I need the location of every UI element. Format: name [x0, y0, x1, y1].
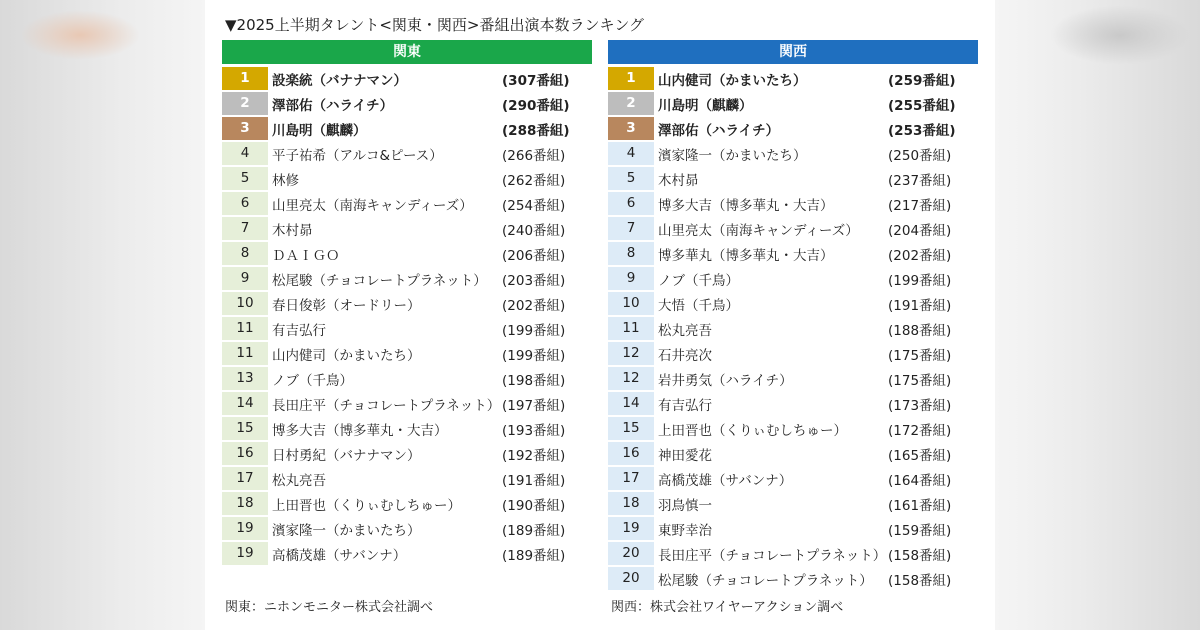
talent-name: 林修 — [272, 172, 299, 189]
program-count: (175番組) — [888, 347, 952, 364]
rank-cell: 10 — [222, 292, 268, 315]
ranking-row — [222, 541, 592, 566]
rank-cell: 9 — [608, 267, 654, 290]
rank-cell: 12 — [608, 342, 654, 365]
kanto-panel — [222, 40, 592, 566]
kansai-header: 関西 — [608, 40, 978, 64]
talent-name: 濱家隆一（かまいたち） — [658, 147, 807, 164]
ranking-row — [608, 366, 978, 391]
ranking-row — [222, 416, 592, 441]
program-count: (237番組) — [888, 172, 952, 189]
ranking-row — [222, 116, 592, 141]
program-count: (192番組) — [502, 447, 566, 464]
talent-name: 濱家隆一（かまいたち） — [272, 522, 421, 539]
program-count: (197番組) — [502, 397, 566, 414]
rank-cell: 6 — [222, 192, 268, 215]
program-count: (158番組) — [888, 547, 952, 564]
rank-cell: 3 — [222, 117, 268, 140]
program-count: (307番組) — [502, 72, 570, 89]
ranking-row — [608, 216, 978, 241]
rank-cell: 14 — [222, 392, 268, 415]
talent-name: 澤部佑（ハライチ） — [272, 97, 394, 114]
ranking-row — [222, 441, 592, 466]
talent-name: 松丸亮吾 — [272, 472, 326, 489]
talent-name: 山内健司（かまいたち） — [272, 347, 421, 364]
talent-name: 有吉弘行 — [658, 397, 712, 414]
program-count: (204番組) — [888, 222, 952, 239]
talent-name: 博多華丸（博多華丸・大吉） — [658, 247, 834, 264]
talent-name: 木村昴 — [658, 172, 699, 189]
program-count: (199番組) — [502, 322, 566, 339]
rank-cell: 17 — [608, 467, 654, 490]
rank-cell: 2 — [608, 92, 654, 115]
program-count: (175番組) — [888, 372, 952, 389]
talent-name: 川島明（麒麟） — [272, 122, 367, 139]
rank-cell: 13 — [222, 367, 268, 390]
rank-cell: 5 — [222, 167, 268, 190]
rank-cell: 18 — [608, 492, 654, 515]
program-count: (288番組) — [502, 122, 570, 139]
blurred-decoration — [1050, 5, 1190, 65]
rank-cell: 18 — [222, 492, 268, 515]
program-count: (173番組) — [888, 397, 952, 414]
program-count: (189番組) — [502, 522, 566, 539]
program-count: (203番組) — [502, 272, 566, 289]
program-count: (202番組) — [888, 247, 952, 264]
rank-cell: 1 — [608, 67, 654, 90]
program-count: (199番組) — [502, 347, 566, 364]
rank-cell: 16 — [222, 442, 268, 465]
program-count: (165番組) — [888, 447, 952, 464]
ranking-row — [222, 241, 592, 266]
rank-cell: 20 — [608, 567, 654, 590]
program-count: (159番組) — [888, 522, 952, 539]
page-title: ▼2025上半期タレント<関東・関西>番組出演本数ランキング — [225, 16, 645, 34]
ranking-row — [608, 391, 978, 416]
ranking-row — [608, 241, 978, 266]
blurred-background-right — [995, 0, 1200, 630]
talent-name: 東野幸治 — [658, 522, 712, 539]
rank-cell: 10 — [608, 292, 654, 315]
talent-name: 山里亮太（南海キャンディーズ） — [272, 197, 473, 214]
kanto-source-note: 関東：ニホンモニター株式会社調べ — [225, 600, 434, 615]
rank-cell: 3 — [608, 117, 654, 140]
rank-cell: 14 — [608, 392, 654, 415]
rank-cell: 4 — [608, 142, 654, 165]
program-count: (206番組) — [502, 247, 566, 264]
rank-cell: 6 — [608, 192, 654, 215]
talent-name: 川島明（麒麟） — [658, 97, 753, 114]
ranking-row — [608, 516, 978, 541]
ranking-row — [608, 116, 978, 141]
talent-name: 澤部佑（ハライチ） — [658, 122, 780, 139]
ranking-row — [222, 166, 592, 191]
ranking-row — [222, 216, 592, 241]
rank-cell: 7 — [222, 217, 268, 240]
talent-name: 石井亮次 — [658, 347, 712, 364]
talent-name: 山内健司（かまいたち） — [658, 72, 807, 89]
program-count: (189番組) — [502, 547, 566, 564]
ranking-row — [608, 341, 978, 366]
rank-cell: 19 — [222, 517, 268, 540]
rank-cell: 1 — [222, 67, 268, 90]
ranking-row — [222, 291, 592, 316]
talent-name: ＤＡＩＧＯ — [272, 247, 340, 264]
blurred-decoration — [20, 10, 140, 60]
ranking-row — [608, 66, 978, 91]
talent-name: 松尾駿（チョコレートプラネット） — [658, 572, 873, 589]
ranking-row — [608, 191, 978, 216]
rank-cell: 8 — [222, 242, 268, 265]
talent-name: 上田晋也（くりぃむしちゅー） — [658, 422, 847, 439]
program-count: (254番組) — [502, 197, 566, 214]
ranking-row — [222, 466, 592, 491]
program-count: (188番組) — [888, 322, 952, 339]
talent-name: 長田庄平（チョコレートプラネット） — [272, 397, 501, 414]
ranking-row — [608, 266, 978, 291]
talent-name: ノブ（千鳥） — [658, 272, 739, 289]
talent-name: 平子祐希（アルコ&ピース） — [272, 147, 443, 164]
talent-name: 山里亮太（南海キャンディーズ） — [658, 222, 859, 239]
ranking-row — [222, 191, 592, 216]
rank-cell: 4 — [222, 142, 268, 165]
talent-name: 岩井勇気（ハライチ） — [658, 372, 793, 389]
rank-cell: 20 — [608, 542, 654, 565]
rank-cell: 2 — [222, 92, 268, 115]
blurred-background-left — [0, 0, 205, 630]
kansai-ranking-list — [608, 66, 978, 591]
program-count: (259番組) — [888, 72, 956, 89]
ranking-row — [222, 491, 592, 516]
program-count: (190番組) — [502, 497, 566, 514]
ranking-row — [608, 291, 978, 316]
ranking-row — [222, 266, 592, 291]
talent-name: 高橋茂雄（サバンナ） — [272, 547, 407, 564]
talent-name: 春日俊彰（オードリー） — [272, 297, 421, 314]
ranking-row — [608, 441, 978, 466]
talent-name: 木村昴 — [272, 222, 313, 239]
program-count: (253番組) — [888, 122, 956, 139]
program-count: (262番組) — [502, 172, 566, 189]
program-count: (193番組) — [502, 422, 566, 439]
ranking-row — [608, 466, 978, 491]
ranking-row — [608, 541, 978, 566]
ranking-row — [222, 391, 592, 416]
ranking-row — [608, 491, 978, 516]
program-count: (198番組) — [502, 372, 566, 389]
ranking-row — [222, 141, 592, 166]
talent-name: 日村勇紀（バナナマン） — [272, 447, 421, 464]
rank-cell: 11 — [608, 317, 654, 340]
ranking-row — [608, 316, 978, 341]
ranking-row — [608, 141, 978, 166]
rank-cell: 19 — [608, 517, 654, 540]
program-count: (202番組) — [502, 297, 566, 314]
talent-name: 博多大吉（博多華丸・大吉） — [272, 422, 448, 439]
program-count: (191番組) — [888, 297, 952, 314]
rank-cell: 15 — [222, 417, 268, 440]
kanto-header: 関東 — [222, 40, 592, 64]
kansai-source-note: 関西：株式会社ワイヤーアクション調べ — [611, 600, 844, 615]
talent-name: ノブ（千鳥） — [272, 372, 353, 389]
program-count: (250番組) — [888, 147, 952, 164]
talent-name: 高橋茂雄（サバンナ） — [658, 472, 793, 489]
program-count: (158番組) — [888, 572, 952, 589]
program-count: (266番組) — [502, 147, 566, 164]
program-count: (161番組) — [888, 497, 952, 514]
program-count: (164番組) — [888, 472, 952, 489]
rank-cell: 11 — [222, 317, 268, 340]
program-count: (240番組) — [502, 222, 566, 239]
rank-cell: 11 — [222, 342, 268, 365]
rank-cell: 9 — [222, 267, 268, 290]
talent-name: 松丸亮吾 — [658, 322, 712, 339]
rank-cell: 8 — [608, 242, 654, 265]
rank-cell: 12 — [608, 367, 654, 390]
talent-name: 長田庄平（チョコレートプラネット） — [658, 547, 887, 564]
ranking-row — [608, 416, 978, 441]
rank-cell: 19 — [222, 542, 268, 565]
ranking-row — [222, 316, 592, 341]
rank-cell: 7 — [608, 217, 654, 240]
program-count: (199番組) — [888, 272, 952, 289]
talent-name: 上田晋也（くりぃむしちゅー） — [272, 497, 461, 514]
talent-name: 大悟（千鳥） — [658, 297, 739, 314]
rank-cell: 5 — [608, 167, 654, 190]
ranking-row — [608, 566, 978, 591]
talent-name: 松尾駿（チョコレートプラネット） — [272, 272, 487, 289]
ranking-image — [205, 0, 995, 630]
talent-name: 設楽統（バナナマン） — [272, 72, 407, 89]
rank-cell: 15 — [608, 417, 654, 440]
ranking-row — [608, 91, 978, 116]
ranking-row — [222, 366, 592, 391]
rank-cell: 16 — [608, 442, 654, 465]
rank-cell: 17 — [222, 467, 268, 490]
ranking-row — [222, 91, 592, 116]
kansai-panel — [608, 40, 978, 591]
program-count: (255番組) — [888, 97, 956, 114]
program-count: (217番組) — [888, 197, 952, 214]
program-count: (172番組) — [888, 422, 952, 439]
talent-name: 神田愛花 — [658, 447, 712, 464]
program-count: (191番組) — [502, 472, 566, 489]
ranking-row — [222, 341, 592, 366]
kanto-ranking-list — [222, 66, 592, 566]
ranking-row — [608, 166, 978, 191]
talent-name: 博多大吉（博多華丸・大吉） — [658, 197, 834, 214]
ranking-row — [222, 516, 592, 541]
ranking-row — [222, 66, 592, 91]
program-count: (290番組) — [502, 97, 570, 114]
talent-name: 有吉弘行 — [272, 322, 326, 339]
talent-name: 羽鳥慎一 — [658, 497, 712, 514]
